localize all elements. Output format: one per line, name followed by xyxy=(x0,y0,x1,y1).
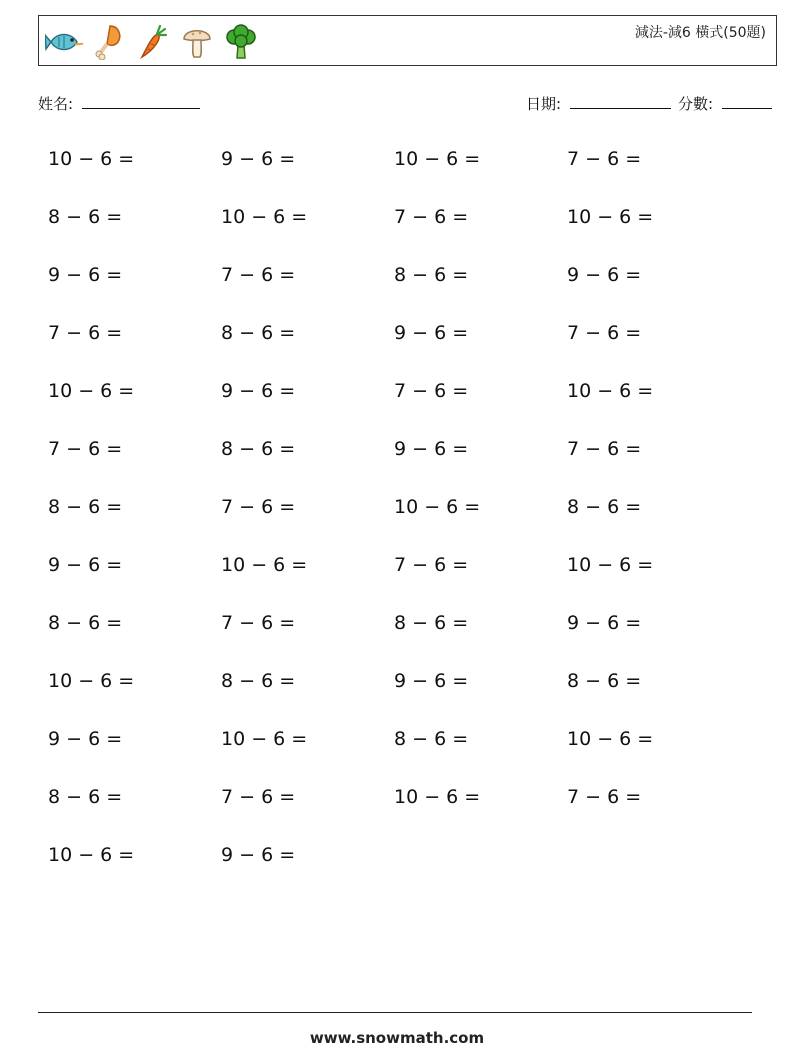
problem-item: 7 − 6 = xyxy=(221,786,296,808)
problem-item: 9 − 6 = xyxy=(567,264,642,286)
problem-item: 7 − 6 = xyxy=(567,322,642,344)
broccoli-icon xyxy=(219,22,263,62)
problem-item: 7 − 6 = xyxy=(48,438,123,460)
problem-item: 7 − 6 = xyxy=(567,148,642,170)
problem-item: 7 − 6 = xyxy=(221,264,296,286)
carrot-icon xyxy=(131,22,175,62)
problem-item: 10 − 6 = xyxy=(48,844,135,866)
problem-item: 7 − 6 = xyxy=(394,206,469,228)
problem-item: 9 − 6 = xyxy=(394,670,469,692)
name-blank-line[interactable] xyxy=(82,94,200,109)
mushroom-icon xyxy=(175,22,219,62)
problem-item: 8 − 6 = xyxy=(48,496,123,518)
problem-item: 7 − 6 = xyxy=(394,380,469,402)
problem-item: 10 − 6 = xyxy=(567,554,654,576)
problem-item: 7 − 6 = xyxy=(221,496,296,518)
name-field xyxy=(38,93,200,114)
name-label: 姓名: xyxy=(38,95,74,113)
problem-item: 10 − 6 = xyxy=(567,206,654,228)
problem-item: 10 − 6 = xyxy=(221,554,308,576)
score-field xyxy=(678,93,772,114)
problem-item: 10 − 6 = xyxy=(567,380,654,402)
worksheet-title: 減法-減6 橫式(50題) xyxy=(634,25,766,41)
problem-item: 10 − 6 = xyxy=(221,206,308,228)
problem-item: 8 − 6 = xyxy=(48,786,123,808)
problem-item: 10 − 6 = xyxy=(567,728,654,750)
problem-item: 10 − 6 = xyxy=(394,148,481,170)
problem-item: 8 − 6 = xyxy=(567,670,642,692)
problem-item: 8 − 6 = xyxy=(48,612,123,634)
problem-item: 8 − 6 = xyxy=(394,264,469,286)
date-blank-line[interactable] xyxy=(570,94,671,109)
problem-item: 9 − 6 = xyxy=(567,612,642,634)
problem-item: 7 − 6 = xyxy=(567,438,642,460)
date-field xyxy=(526,93,671,114)
problem-item: 9 − 6 = xyxy=(394,438,469,460)
footer-url: www.snowmath.com xyxy=(309,1029,485,1047)
problem-item: 9 − 6 = xyxy=(221,380,296,402)
problem-item: 10 − 6 = xyxy=(221,728,308,750)
problem-item: 10 − 6 = xyxy=(394,496,481,518)
problem-item: 8 − 6 = xyxy=(567,496,642,518)
problem-item: 9 − 6 = xyxy=(48,264,123,286)
fish-icon xyxy=(43,22,87,62)
problem-item: 7 − 6 = xyxy=(221,612,296,634)
problem-item: 10 − 6 = xyxy=(48,380,135,402)
icon-strip xyxy=(43,22,263,62)
problem-item: 10 − 6 = xyxy=(394,786,481,808)
problem-item: 8 − 6 = xyxy=(221,670,296,692)
problem-item: 9 − 6 = xyxy=(394,322,469,344)
date-label: 日期: xyxy=(526,95,562,113)
footer-divider xyxy=(38,1012,752,1013)
problem-item: 10 − 6 = xyxy=(48,148,135,170)
problem-item: 8 − 6 = xyxy=(394,728,469,750)
score-blank-line[interactable] xyxy=(722,94,772,109)
problem-item: 9 − 6 = xyxy=(221,844,296,866)
problem-item: 8 − 6 = xyxy=(394,612,469,634)
problem-item: 8 − 6 = xyxy=(48,206,123,228)
problem-item: 9 − 6 = xyxy=(48,554,123,576)
chicken-leg-icon xyxy=(87,22,131,62)
score-label: 分數: xyxy=(678,95,714,113)
problem-item: 9 − 6 = xyxy=(221,148,296,170)
header-box xyxy=(38,15,777,66)
problem-item: 8 − 6 = xyxy=(221,438,296,460)
problem-item: 8 − 6 = xyxy=(221,322,296,344)
problem-item: 10 − 6 = xyxy=(48,670,135,692)
problem-item: 7 − 6 = xyxy=(567,786,642,808)
problem-item: 7 − 6 = xyxy=(394,554,469,576)
problem-item: 7 − 6 = xyxy=(48,322,123,344)
problem-item: 9 − 6 = xyxy=(48,728,123,750)
